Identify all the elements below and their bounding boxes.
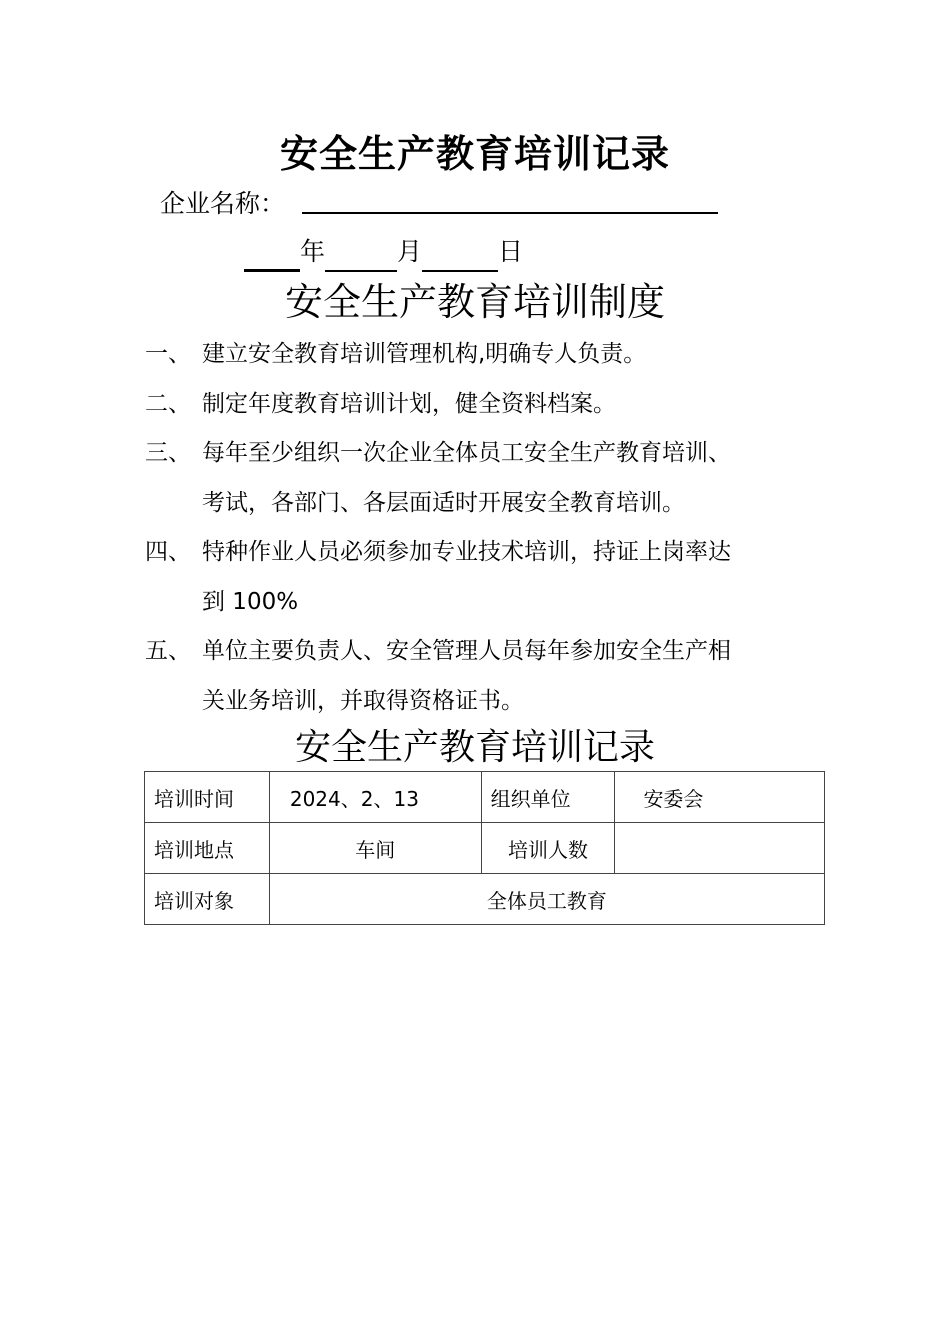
month-label: 月 <box>397 237 423 266</box>
page-title: 安全生产教育培训记录 <box>279 132 670 176</box>
table-row <box>145 772 825 823</box>
policy-rule-item <box>145 380 825 430</box>
table-row <box>145 823 825 874</box>
date-line <box>244 232 523 272</box>
rule-number: 二、 <box>145 390 191 417</box>
year-label: 年 <box>300 237 326 266</box>
rule-number: 一、 <box>145 341 191 367</box>
month-blank[interactable] <box>325 240 397 272</box>
year-blank[interactable] <box>244 239 300 272</box>
training-record-table <box>144 771 825 925</box>
record-title: 安全生产教育培训记录 <box>294 727 655 768</box>
rule-text-line: 建立安全教育培训管理机构,明确专人负责。 <box>202 341 647 367</box>
rule-text-line: 特种作业人员必须参加专业技术培训，持证上岗率达 <box>202 539 731 565</box>
policy-rule-item <box>145 330 825 380</box>
rule-number: 四、 <box>145 539 191 565</box>
company-name-label: 企业名称： <box>160 189 286 218</box>
training-time-label: 培训时间 <box>145 772 270 823</box>
rule-text-line: 单位主要负责人、安全管理人员每年参加安全生产相 <box>202 638 731 664</box>
policy-rule-item <box>145 528 825 627</box>
rule-text-line: 关业务培训，并取得资格证书。 <box>202 687 524 714</box>
training-place-label: 培训地点 <box>145 823 270 874</box>
training-place-value[interactable]: 车间 <box>269 823 481 874</box>
policy-rules-list <box>145 330 825 726</box>
attendee-count-value[interactable] <box>615 823 825 874</box>
training-time-value[interactable]: 2024、2、13 <box>269 772 481 823</box>
day-label: 日 <box>498 237 524 266</box>
rule-number: 三、 <box>145 440 191 466</box>
organizer-value[interactable]: 安委会 <box>615 772 825 823</box>
rule-text-line: 制定年度教育培训计划，健全资料档案。 <box>202 390 616 417</box>
day-blank[interactable] <box>422 240 498 272</box>
training-target-label: 培训对象 <box>145 874 270 925</box>
policy-rule-item <box>145 429 825 528</box>
policy-rule-item <box>145 627 825 726</box>
rule-text-line: 考试，各部门、各层面适时开展安全教育培训。 <box>202 489 685 516</box>
attendee-count-label: 培训人数 <box>481 823 615 874</box>
training-target-value[interactable]: 全体员工教育 <box>269 874 824 925</box>
rule-text-line: 每年至少组织一次企业全体员工安全生产教育培训、 <box>202 440 731 466</box>
policy-title: 安全生产教育培训制度 <box>284 280 665 324</box>
company-name-blank[interactable] <box>302 212 718 214</box>
table-row <box>145 874 825 925</box>
rule-text-line: 到 100% <box>202 588 299 615</box>
organizer-label: 组织单位 <box>481 772 615 823</box>
rule-number: 五、 <box>145 638 191 664</box>
